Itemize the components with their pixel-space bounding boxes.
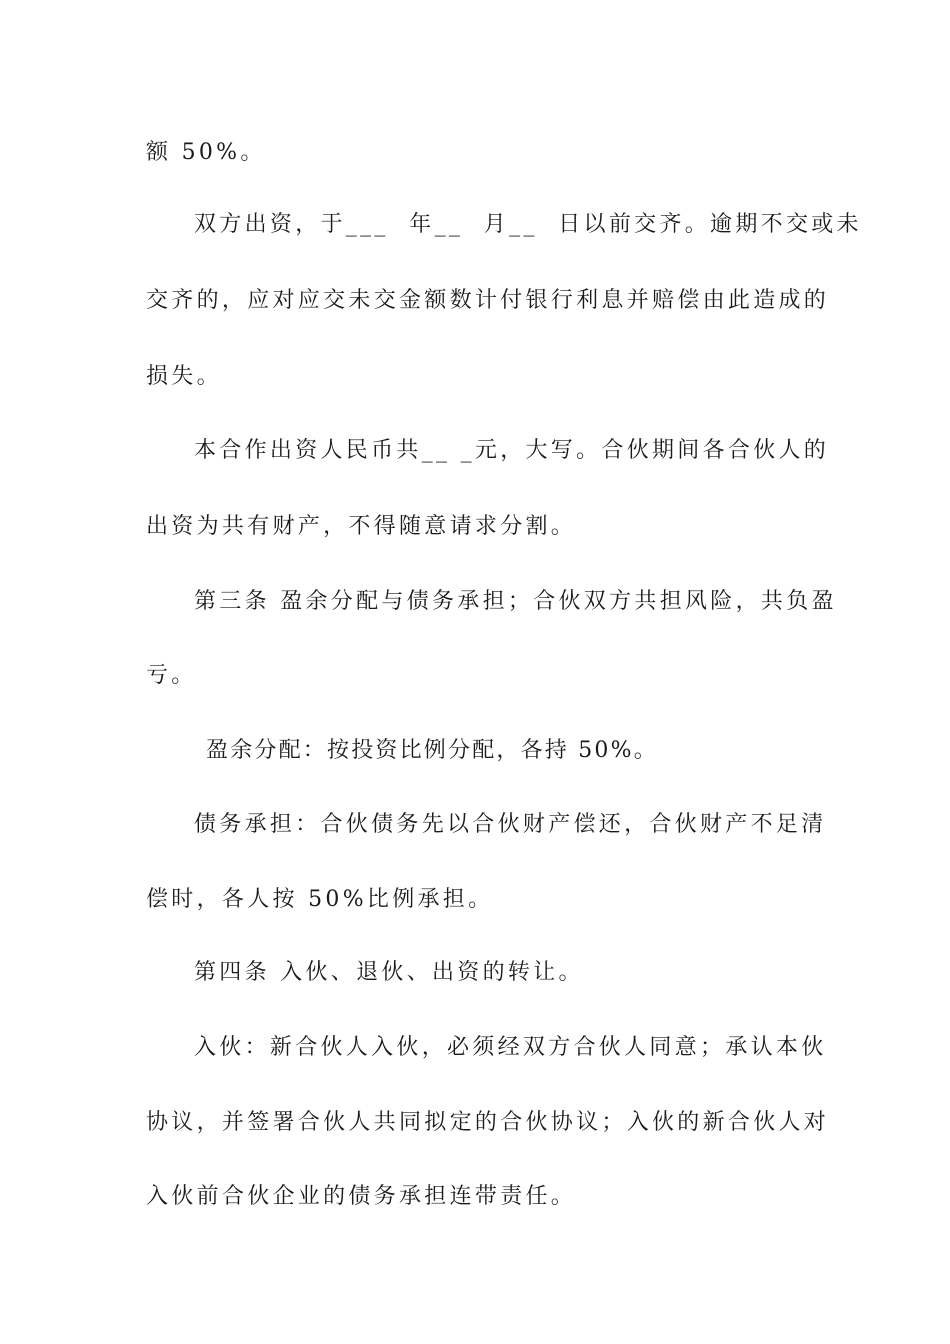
text-line: 损失。	[146, 364, 222, 389]
text-line: 额 50%。	[146, 140, 266, 165]
text-line: 亏。	[146, 663, 197, 688]
text-line: 偿时，各人按 50%比例承担。	[146, 887, 494, 912]
text-line: 盈余分配：按投资比例分配，各持 50%。	[206, 738, 658, 763]
text-line: 交齐的，应对应交未交金额数计付银行利息并赔偿由此造成的	[146, 288, 830, 313]
text-line: 入伙：新合伙人入伙，必须经双方合伙人同意；承认本伙	[194, 1035, 827, 1060]
text-line: 第四条 入伙、退伙、出资的转让。	[194, 960, 584, 985]
text-line: 第三条 盈余分配与债务承担；合伙双方共担风险，共负盈	[194, 589, 837, 614]
text-line: 入伙前合伙企业的债务承担连带责任。	[146, 1184, 577, 1209]
text-line: 双方出资，于___ 年__ 月__ 日以前交齐。逾期不交或未	[194, 212, 862, 237]
text-line: 协议，并签署合伙人共同拟定的合伙协议；入伙的新合伙人对	[146, 1110, 830, 1135]
text-line: 债务承担：合伙债务先以合伙财产偿还，合伙财产不足清	[194, 812, 827, 837]
text-line: 本合作出资人民币共__ _元，大写。合伙期间各合伙人的	[194, 438, 830, 463]
text-line: 出资为共有财产，不得随意请求分割。	[146, 514, 577, 539]
